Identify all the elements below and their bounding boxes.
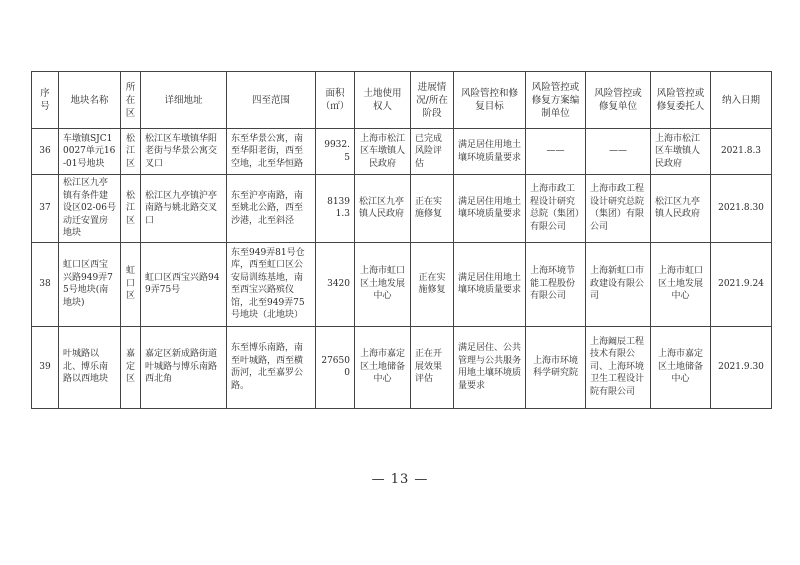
cell-boundary: 东至949弄81号仓库，西至虹口区公安局训练基地，南至西宝兴路殡仪馆，北至949弄75号地块（北地块） (227, 242, 316, 326)
cell-status: 正在实施修复 (411, 242, 454, 326)
cell-name: 叶城路以北、博乐南路以西地块 (59, 326, 121, 408)
cell-district: 嘉定区 (121, 326, 141, 408)
header-no: 序号 (32, 72, 59, 129)
cell-owner: 上海市嘉定区土地储备中心 (355, 326, 411, 408)
cell-no: 38 (32, 242, 59, 326)
cell-target: 满足居住用地土壤环境质量要求 (454, 175, 526, 243)
header-district: 所在区 (121, 72, 141, 129)
header-client: 风险管控或修复委托人 (651, 72, 711, 129)
cell-client: 上海市嘉定区土地储备中心 (651, 326, 711, 408)
cell-client: 上海市虹口区土地发展中心 (651, 242, 711, 326)
table-row (32, 129, 772, 175)
table-header-row (32, 72, 772, 129)
cell-planner: —— (526, 129, 586, 175)
header-date: 纳入日期 (711, 72, 772, 129)
cell-executor: 上海新虹口市政建设有限公司 (586, 242, 651, 326)
cell-area: 276500 (316, 326, 355, 408)
table-row (32, 326, 772, 408)
cell-planner: 上海环境节能工程股份有限公司 (526, 242, 586, 326)
header-executor: 风险管控或修复单位 (586, 72, 651, 129)
header-owner: 土地使用权人 (355, 72, 411, 129)
header-name: 地块名称 (59, 72, 121, 129)
page-number: — 13 — (371, 472, 429, 487)
cell-name: 车墩镇SJC10027单元16-01号地块 (59, 129, 121, 175)
cell-target: 满足居住、公共管理与公共服务用地土壤环境质量要求 (454, 326, 526, 408)
cell-address: 嘉定区新成路街道叶城路与博乐南路西北角 (141, 326, 227, 408)
cell-date: 2021.9.30 (711, 326, 772, 408)
table-row (32, 242, 772, 326)
cell-boundary: 东至博乐南路，南至叶城路，西至横沥河，北至嘉罗公路。 (227, 326, 316, 408)
cell-name: 松江区九亭镇有条件建设区02-06号动迁安置房地块 (59, 175, 121, 243)
cell-date: 2021.8.3 (711, 129, 772, 175)
cell-executor: 上海阚辰工程技术有限公司、上海环境卫生工程设计院有限公司 (586, 326, 651, 408)
cell-area: 81391.3 (316, 175, 355, 243)
cell-no: 36 (32, 129, 59, 175)
cell-no: 39 (32, 326, 59, 408)
header-planner: 风险管控或修复方案编制单位 (526, 72, 586, 129)
cell-date: 2021.8.30 (711, 175, 772, 243)
cell-address: 虹口区西宝兴路949弄75号 (141, 242, 227, 326)
cell-status: 已完成风险评估 (411, 129, 454, 175)
header-area: 面积（㎡） (316, 72, 355, 129)
cell-area: 3420 (316, 242, 355, 326)
cell-area: 9932.5 (316, 129, 355, 175)
cell-owner: 上海市虹口区土地发展中心 (355, 242, 411, 326)
cell-no: 37 (32, 175, 59, 243)
cell-boundary: 东至沪亭南路，南至姚北公路，西至沙港，北至斜泾 (227, 175, 316, 243)
cell-status: 正在实施修复 (411, 175, 454, 243)
cell-status: 正在开展效果评估 (411, 326, 454, 408)
cell-client: 松江区九亭镇人民政府 (651, 175, 711, 243)
cell-client: 上海市松江区车墩镇人民政府 (651, 129, 711, 175)
cell-address: 松江区九亭镇沪亭南路与姚北路交叉口 (141, 175, 227, 243)
cell-district: 松江区 (121, 129, 141, 175)
cell-target: 满足居住用地土壤环境质量要求 (454, 242, 526, 326)
cell-planner: 上海市政工程设计研究总院（集团）有限公司 (526, 175, 586, 243)
cell-district: 松江区 (121, 175, 141, 243)
header-status: 进展情况/所在阶段 (411, 72, 454, 129)
cell-address: 松江区车墩镇华阳老街与华景公寓交叉口 (141, 129, 227, 175)
cell-owner: 松江区九亭镇人民政府 (355, 175, 411, 243)
cell-date: 2021.9.24 (711, 242, 772, 326)
cell-owner: 上海市松江区车墩镇人民政府 (355, 129, 411, 175)
cell-district: 虹口区 (121, 242, 141, 326)
contaminated-land-table (31, 71, 772, 409)
cell-target: 满足居住用地土壤环境质量要求 (454, 129, 526, 175)
cell-executor: —— (586, 129, 651, 175)
cell-planner: 上海市环境科学研究院 (526, 326, 586, 408)
cell-boundary: 东至华景公寓，南至华阳老街，西至空地，北至华恒路 (227, 129, 316, 175)
table-row (32, 175, 772, 243)
cell-executor: 上海市政工程设计研究总院（集团）有限公司 (586, 175, 651, 243)
header-address: 详细地址 (141, 72, 227, 129)
header-target: 风险管控和修复目标 (454, 72, 526, 129)
cell-name: 虹口区西宝兴路949弄75号地块(南地块) (59, 242, 121, 326)
header-boundary: 四至范围 (227, 72, 316, 129)
